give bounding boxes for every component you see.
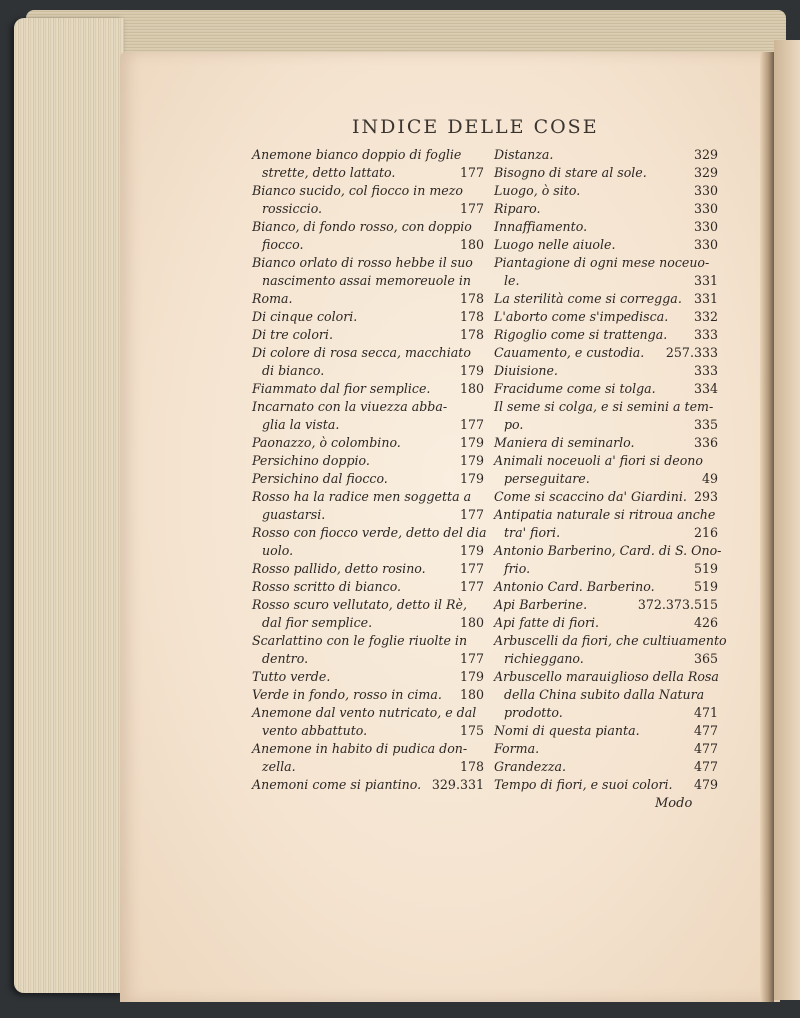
index-entry xyxy=(494,704,718,722)
index-entry xyxy=(252,632,484,650)
index-entry-text: Piantagione di ogni mese noceuo- xyxy=(494,255,710,270)
index-entry-text: Anemone dal vento nutricato, e dal xyxy=(252,705,477,720)
index-entry-page xyxy=(715,506,719,524)
index-entry-text: Innaffiamento. xyxy=(494,219,588,234)
index-entry-page: 180 xyxy=(459,381,484,396)
index-entry-page: 335 xyxy=(693,417,718,432)
index-entry-page: 329.331 xyxy=(431,777,484,792)
index-entry-page: 177 xyxy=(459,561,484,576)
index-entry-text: glia la vista. xyxy=(262,417,340,432)
index-entry xyxy=(494,182,718,200)
index-entry-page: 180 xyxy=(459,615,484,630)
index-entry-text: Di cinque colori. xyxy=(252,309,358,324)
index-entry-text: Persichino doppio. xyxy=(252,453,370,468)
index-entry-page xyxy=(480,740,484,758)
index-entry-text: Rosso scuro vellutato, detto il Rè, xyxy=(252,597,467,612)
index-entry-text: Bisogno di stare al sole. xyxy=(494,165,647,180)
index-entry-text: vento abbattuto. xyxy=(262,723,368,738)
index-entry-page xyxy=(480,182,484,200)
index-entry-text: prodotto. xyxy=(504,705,563,720)
index-entry xyxy=(252,380,484,398)
book-gutter xyxy=(760,52,774,1002)
index-entry-page xyxy=(714,254,718,272)
index-entry-page: 329 xyxy=(693,147,718,162)
index-entry-page: 330 xyxy=(693,183,718,198)
index-entry-page xyxy=(719,668,723,686)
index-entry-page: 178 xyxy=(459,291,484,306)
index-entry-page xyxy=(480,254,484,272)
index-entry-text: Anemone in habito di pudica don- xyxy=(252,741,468,756)
index-entry-text: richieggano. xyxy=(504,651,584,666)
index-entry xyxy=(252,686,484,704)
index-entry xyxy=(252,362,484,380)
index-entry xyxy=(494,488,718,506)
index-entry-page: 180 xyxy=(459,237,484,252)
index-entry xyxy=(252,506,484,524)
index-entry-text: Arbuscello marauiglioso della Rosa xyxy=(494,669,719,684)
index-entry-page: 332 xyxy=(693,309,718,324)
index-entry xyxy=(494,650,718,668)
index-entry-page: 477 xyxy=(693,759,718,774)
index-column-left xyxy=(252,146,487,794)
index-entry-page: 330 xyxy=(693,219,718,234)
index-entry-text: Riparo. xyxy=(494,201,541,216)
index-entry-page: 329 xyxy=(693,165,718,180)
index-entry-page: 177 xyxy=(459,507,484,522)
index-entry-page: 479 xyxy=(693,777,718,792)
index-entry xyxy=(494,506,718,524)
index-entry xyxy=(494,416,718,434)
index-entry-page: 180 xyxy=(459,687,484,702)
index-entry-text: Anemoni come si piantino. xyxy=(252,777,422,792)
index-entry xyxy=(494,632,727,650)
index-entry-page: 471 xyxy=(693,705,718,720)
index-entry xyxy=(494,308,718,326)
index-entry-text: frio. xyxy=(504,561,531,576)
index-entry-page: 331 xyxy=(693,291,718,306)
index-entry-page xyxy=(721,542,725,560)
index-entry xyxy=(252,560,484,578)
index-entry-page: 177 xyxy=(459,651,484,666)
index-entry-text: Fiammato dal fior semplice. xyxy=(252,381,431,396)
index-entry-text: Luogo, ò sito. xyxy=(494,183,581,198)
index-entry-page: 175 xyxy=(459,723,484,738)
index-entry-text: Di tre colori. xyxy=(252,327,333,342)
index-entry xyxy=(252,578,484,596)
index-entry-page: 334 xyxy=(693,381,718,396)
index-entry xyxy=(252,236,484,254)
index-entry-text: Cauamento, e custodia. xyxy=(494,345,645,360)
index-entry-text: Antipatia naturale si ritroua anche xyxy=(494,507,716,522)
index-entry-page: 477 xyxy=(693,723,718,738)
index-entry-page xyxy=(480,632,484,650)
index-entry xyxy=(252,434,484,452)
index-entry xyxy=(252,704,484,722)
index-entry-page xyxy=(714,686,718,704)
index-entry-text: rossiccio. xyxy=(262,201,323,216)
index-entry-page: 177 xyxy=(459,417,484,432)
index-entry xyxy=(494,452,718,470)
index-entry-page xyxy=(480,146,484,164)
index-entry xyxy=(252,344,484,362)
index-entry-page: 179 xyxy=(459,453,484,468)
index-entry xyxy=(494,722,718,740)
index-entry-text: Tempo di fiori, e suoi colori. xyxy=(494,777,673,792)
index-entry xyxy=(494,164,718,182)
index-entry-page: 179 xyxy=(459,471,484,486)
index-entry-text: Api Barberine. xyxy=(494,597,588,612)
index-entry-page: 179 xyxy=(459,669,484,684)
index-entry-page xyxy=(480,344,484,362)
index-entry xyxy=(494,524,718,542)
index-entry xyxy=(252,308,484,326)
index-entry-text: po. xyxy=(504,417,524,432)
index-entry xyxy=(494,236,718,254)
index-entry-page xyxy=(480,488,484,506)
index-entry-text: Distanza. xyxy=(494,147,554,162)
index-entry xyxy=(494,776,718,794)
index-entry-text: Incarnato con la viuezza abba- xyxy=(252,399,448,414)
index-entry-text: Api fatte di fiori. xyxy=(494,615,600,630)
index-entry xyxy=(494,470,718,488)
index-entry xyxy=(494,434,718,452)
index-entry-page: 178 xyxy=(459,309,484,324)
index-entry-page xyxy=(714,452,718,470)
index-entry-page xyxy=(480,398,484,416)
index-entry xyxy=(252,776,484,794)
facing-page-edge xyxy=(774,40,800,1000)
index-entry-page: 519 xyxy=(693,579,718,594)
index-entry xyxy=(252,722,484,740)
index-entry xyxy=(252,146,484,164)
index-entry xyxy=(494,578,718,596)
index-entry-text: nascimento assai memoreuole in xyxy=(262,273,471,288)
index-entry-page: 372.373.515 xyxy=(637,597,718,612)
index-entry-text: uolo. xyxy=(262,543,294,558)
index-entry-page xyxy=(714,398,718,416)
index-entry xyxy=(494,614,718,632)
index-entry xyxy=(252,488,484,506)
catchword: Modo xyxy=(655,796,693,811)
index-entry xyxy=(494,542,722,560)
index-entry-page: 426 xyxy=(693,615,718,630)
index-entry-page: 257.333 xyxy=(665,345,718,360)
index-entry-page: 216 xyxy=(693,525,718,540)
index-entry-page: 333 xyxy=(693,327,718,342)
index-entry xyxy=(252,452,484,470)
index-entry xyxy=(494,254,718,272)
index-entry xyxy=(252,470,484,488)
index-entry xyxy=(494,740,718,758)
index-entry xyxy=(252,758,484,776)
index-entry-page: 49 xyxy=(701,471,718,486)
index-entry-text: dal fior semplice. xyxy=(262,615,373,630)
index-entry xyxy=(494,146,718,164)
index-entry xyxy=(494,596,718,614)
index-entry xyxy=(252,542,484,560)
book-top-edge xyxy=(26,10,786,58)
index-entry xyxy=(252,416,484,434)
index-entry-text: Rigoglio come si trattenga. xyxy=(494,327,668,342)
index-entry xyxy=(252,272,484,290)
index-entry xyxy=(494,344,718,362)
index-entry-page: 179 xyxy=(459,435,484,450)
index-entry xyxy=(494,272,718,290)
index-entry-text: Nomi di questa pianta. xyxy=(494,723,640,738)
index-entry-text: L'aborto come s'impedisca. xyxy=(494,309,669,324)
index-entry xyxy=(494,560,718,578)
index-entry-page: 177 xyxy=(459,579,484,594)
index-entry xyxy=(252,614,484,632)
index-entry xyxy=(252,596,484,614)
index-entry-text: Rosso con fiocco verde, detto del dia xyxy=(252,525,487,540)
index-entry-page xyxy=(480,596,484,614)
index-entry-text: Bianco orlato di rosso hebbe il suo xyxy=(252,255,473,270)
index-entry-page: 365 xyxy=(693,651,718,666)
index-entry-text: dentro. xyxy=(262,651,309,666)
index-entry-text: Paonazzo, ò colombino. xyxy=(252,435,401,450)
index-entry-text: le. xyxy=(504,273,520,288)
index-entry xyxy=(252,668,484,686)
index-entry-page: 293 xyxy=(693,489,718,504)
index-entry xyxy=(494,686,718,704)
index-entry-text: Anemone bianco doppio di foglie xyxy=(252,147,462,162)
index-entry-text: Arbuscelli da fiori, che cultiuamento xyxy=(494,633,727,648)
index-entry-page: 330 xyxy=(693,237,718,252)
index-entry xyxy=(494,668,718,686)
index-entry xyxy=(252,398,484,416)
index-entry xyxy=(494,758,718,776)
index-entry xyxy=(252,326,484,344)
index-entry xyxy=(252,164,484,182)
index-entry-text: Grandezza. xyxy=(494,759,566,774)
index-entry-page xyxy=(480,218,484,236)
index-entry-page xyxy=(480,272,484,290)
index-column-right xyxy=(494,146,727,794)
index-entry-page xyxy=(486,524,490,542)
index-entry-page: 179 xyxy=(459,363,484,378)
index-entry-text: Rosso scritto di bianco. xyxy=(252,579,402,594)
index-entry xyxy=(494,398,718,416)
index-entry-page: 179 xyxy=(459,543,484,558)
index-entry xyxy=(252,290,484,308)
index-entry-text: della China subito dalla Natura xyxy=(504,687,705,702)
index-entry-page: 519 xyxy=(693,561,718,576)
index-entry-text: Luogo nelle aiuole. xyxy=(494,237,616,252)
index-entry xyxy=(252,200,484,218)
page-title: INDICE DELLE COSE xyxy=(352,116,599,138)
index-entry-text: Fracidume come si tolga. xyxy=(494,381,656,396)
index-entry-text: Bianco sucido, col fiocco in mezo xyxy=(252,183,463,198)
index-entry xyxy=(252,182,484,200)
book-fore-edge xyxy=(14,18,124,993)
index-entry-text: Verde in fondo, rosso in cima. xyxy=(252,687,442,702)
index-entry-text: Di colore di rosa secca, macchiato xyxy=(252,345,471,360)
index-entry-text: Tutto verde. xyxy=(252,669,331,684)
index-entry-page: 177 xyxy=(459,201,484,216)
index-entry-text: Rosso pallido, detto rosino. xyxy=(252,561,426,576)
index-entry xyxy=(252,740,484,758)
index-entry-text: guastarsi. xyxy=(262,507,326,522)
index-entry-text: tra' fiori. xyxy=(504,525,561,540)
index-entry-page: 178 xyxy=(459,327,484,342)
index-entry-text: Come si scaccino da' Giardini. xyxy=(494,489,687,504)
index-entry-text: Maniera di seminarlo. xyxy=(494,435,635,450)
index-entry-text: Animali noceuoli a' fiori si deono xyxy=(494,453,703,468)
index-entry xyxy=(494,362,718,380)
index-entry xyxy=(252,218,484,236)
index-entry-text: Antonio Barberino, Card. di S. Ono- xyxy=(494,543,722,558)
index-entry-text: di bianco. xyxy=(262,363,325,378)
index-entry-text: Forma. xyxy=(494,741,540,756)
index-entry-page: 177 xyxy=(459,165,484,180)
index-entry xyxy=(494,380,718,398)
index-entry-page: 333 xyxy=(693,363,718,378)
index-entry-text: Antonio Card. Barberino. xyxy=(494,579,655,594)
index-entry-text: fiocco. xyxy=(262,237,304,252)
index-entry-text: Persichino dal fiocco. xyxy=(252,471,388,486)
index-entry xyxy=(252,524,487,542)
index-entry-text: Diuisione. xyxy=(494,363,558,378)
index-entry-page: 336 xyxy=(693,435,718,450)
index-entry xyxy=(494,290,718,308)
index-entry xyxy=(252,650,484,668)
index-entry-text: Bianco, di fondo rosso, con doppio xyxy=(252,219,472,234)
index-entry-text: Rosso ha la radice men soggetta a xyxy=(252,489,472,504)
index-entry xyxy=(252,254,484,272)
index-entry-text: zella. xyxy=(262,759,296,774)
index-entry-page: 331 xyxy=(693,273,718,288)
index-entry-page: 330 xyxy=(693,201,718,216)
index-entry-text: Scarlattino con le foglie riuolte in xyxy=(252,633,468,648)
index-entry-text: Il seme si colga, e si semini a tem- xyxy=(494,399,714,414)
index-entry-page: 178 xyxy=(459,759,484,774)
index-entry xyxy=(494,218,718,236)
index-entry-page xyxy=(480,704,484,722)
index-entry xyxy=(494,200,718,218)
index-entry-page xyxy=(727,632,731,650)
index-entry-text: strette, detto lattato. xyxy=(262,165,396,180)
index-entry xyxy=(494,326,718,344)
index-entry-page: 477 xyxy=(693,741,718,756)
index-entry-text: perseguitare. xyxy=(504,471,590,486)
index-entry-text: La sterilità come si corregga. xyxy=(494,291,682,306)
index-entry-text: Roma. xyxy=(252,291,293,306)
